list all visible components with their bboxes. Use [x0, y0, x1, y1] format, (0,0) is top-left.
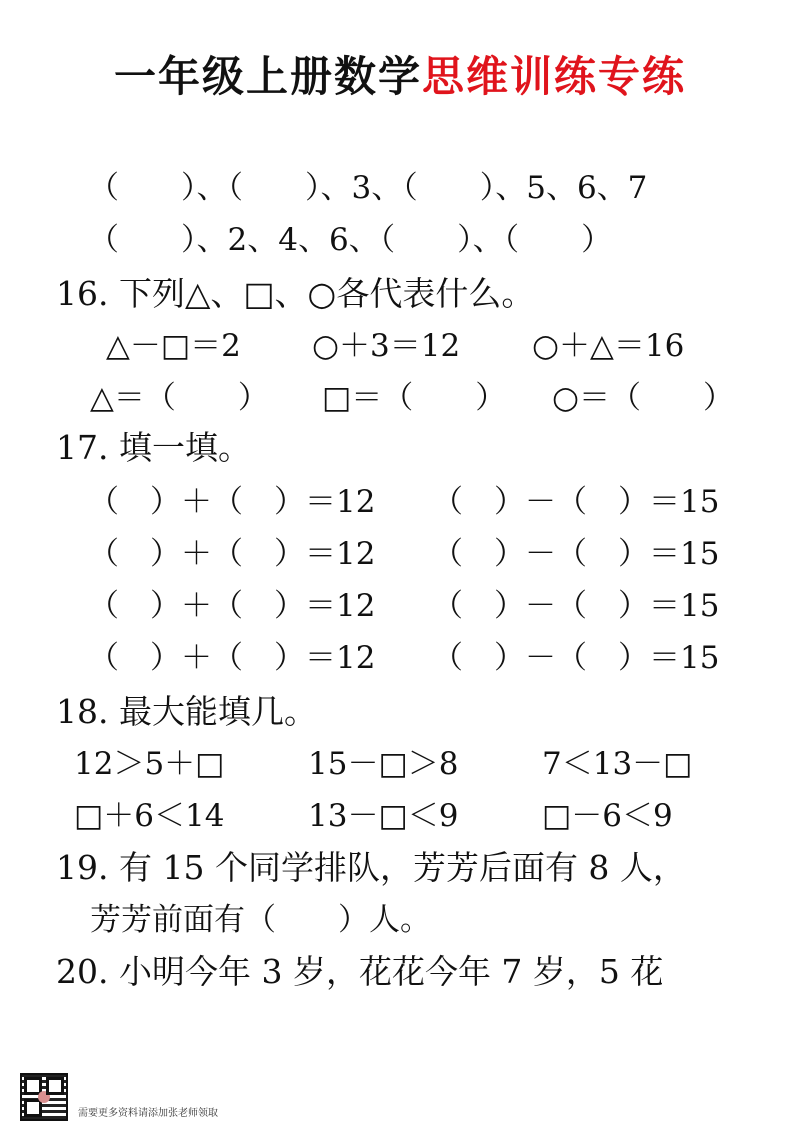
q18-inequality-4: □＋6＜14: [74, 798, 225, 834]
q18-inequality-2: 15－□＞8: [308, 746, 459, 782]
q19-line-2: 芳芳前面有（ ）人。: [90, 902, 431, 938]
q18-inequality-1: 12＞5＋□: [74, 746, 225, 782]
q16-answer-square: □＝（ ）: [322, 380, 507, 416]
q17-subtraction-row-1: （ ）－（ ）＝15: [432, 484, 720, 520]
q18-heading: 18. 最大能填几。: [56, 692, 317, 731]
q18-inequality-5: 13－□＜9: [308, 798, 459, 834]
title-highlight: 思维训练专练: [422, 52, 687, 101]
q18-inequality-3: 7＜13－□: [542, 746, 693, 782]
q16-equation-2: ○＋3＝12: [312, 328, 461, 364]
page-title: [0, 44, 800, 104]
q17-subtraction-row-3: （ ）－（ ）＝15: [432, 588, 720, 624]
q20-line-1: 20. 小明今年 3 岁，花花今年 7 岁，5 花: [56, 952, 664, 991]
q17-addition-row-3: （ ）＋（ ）＝12: [88, 588, 376, 624]
q17-addition-row-2: （ ）＋（ ）＝12: [88, 536, 376, 572]
q15-sequence-line-1: （ ）、（ ）、3、（ ）、5、6、7: [88, 170, 648, 206]
q15-sequence-line-2: （ ）、2、4、6、（ ）、（ ）: [88, 222, 613, 258]
qr-code: [20, 1073, 68, 1121]
qr-avatar: [38, 1091, 50, 1103]
q16-answer-circle: ○＝（ ）: [552, 380, 735, 416]
q16-equation-3: ○＋△＝16: [532, 328, 685, 364]
q17-heading: 17. 填一填。: [56, 428, 251, 467]
q17-subtraction-row-4: （ ）－（ ）＝15: [432, 640, 720, 676]
q17-subtraction-row-2: （ ）－（ ）＝15: [432, 536, 720, 572]
q17-addition-row-4: （ ）＋（ ）＝12: [88, 640, 376, 676]
footer-note: 需要更多资料请添加张老师领取: [78, 1108, 218, 1119]
q16-heading: 16. 下列△、□、○各代表什么。: [56, 274, 535, 313]
q17-addition-row-1: （ ）＋（ ）＝12: [88, 484, 376, 520]
q16-equation-1: △－□＝2: [106, 328, 241, 364]
q19-line-1: 19. 有 15 个同学排队，芳芳后面有 8 人，: [56, 848, 686, 887]
title-main: 一年级上册数学: [113, 52, 422, 101]
q18-inequality-6: □－6＜9: [542, 798, 673, 834]
q16-answer-triangle: △＝（ ）: [90, 380, 269, 416]
